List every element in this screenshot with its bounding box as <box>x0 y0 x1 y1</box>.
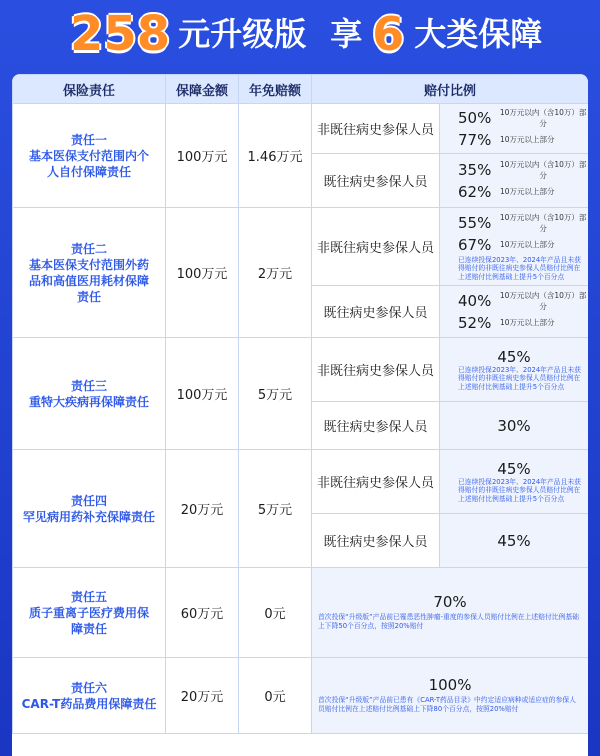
responsibility-cell <box>13 208 166 338</box>
ratio-cell <box>440 402 589 450</box>
responsibility-cell <box>13 568 166 658</box>
ratio-note: 10万元以内（含10万）部分 <box>499 159 587 180</box>
deductible-cell: 5万元 <box>239 450 312 568</box>
ratio-cell <box>440 208 589 286</box>
group-label: 既往病史参保人员 <box>312 402 440 450</box>
bonus-note: 已连续投保2023年、2024年产品且未获得赔付的非既往病史参保人员赔付比例在上述赔付比例基础上提升5个百分点 <box>458 365 581 391</box>
group-label: 既往病史参保人员 <box>312 286 440 338</box>
deductible-cell: 2万元 <box>239 208 312 338</box>
deductible-cell: 1.46万元 <box>239 104 312 208</box>
ratio-note: 首次投保“升级版”产品前已罹患恶性肿瘤-重度的参保人员赔付比例在上述赔付比例基础上下降50个百分点，按照20%赔付 <box>318 612 579 630</box>
table-row <box>13 450 589 514</box>
ratio-note: 首次投保“升级版”产品前已患有《CAR-T药品目录》中约定适应病种或适应症的参保人员赔付比例在上述赔付比例基础上下降80个百分点，按照20%赔付 <box>318 695 576 713</box>
responsibility-title: 责任一 <box>70 132 107 147</box>
amount-cell: 100万元 <box>166 208 239 338</box>
responsibility-desc: 质子重离子医疗费用保障责任 <box>28 605 149 636</box>
coverage-table <box>12 74 588 734</box>
amount-cell: 60万元 <box>166 568 239 658</box>
table-row <box>13 104 589 154</box>
header-deductible: 年免赔额 <box>239 75 312 104</box>
responsibility-desc: 基本医保支付范围外药品和高值医用耗材保障责任 <box>28 257 149 304</box>
ratio-value: 52% <box>458 313 492 332</box>
price-number: 258 <box>70 6 171 62</box>
group-label: 非既往病史参保人员 <box>312 338 440 402</box>
coverage-table-card <box>12 74 588 756</box>
deductible-cell: 0元 <box>239 568 312 658</box>
group-label: 既往病史参保人员 <box>312 514 440 568</box>
amount-cell: 20万元 <box>166 658 239 734</box>
group-label: 非既往病史参保人员 <box>312 450 440 514</box>
table-row <box>13 568 589 658</box>
amount-cell: 20万元 <box>166 450 239 568</box>
responsibility-cell <box>13 658 166 734</box>
ratio-cell <box>440 154 589 208</box>
deductible-cell: 0元 <box>239 658 312 734</box>
table-header-row <box>13 75 589 104</box>
ratio-value: 62% <box>458 182 492 201</box>
amount-cell: 100万元 <box>166 338 239 450</box>
ratio-cell <box>312 658 589 734</box>
ratio-value: 77% <box>458 130 492 149</box>
ratio-value: 35% <box>458 160 492 179</box>
responsibility-desc: 罕见病用药补充保障责任 <box>22 509 155 524</box>
header-banner <box>0 0 600 74</box>
ratio-value: 50% <box>458 108 492 127</box>
ratio-value: 67% <box>458 235 492 254</box>
ratio-value: 100% <box>428 675 472 694</box>
responsibility-desc: CAR-T药品费用保障责任 <box>21 696 157 711</box>
bonus-note: 已连续投保2023年、2024年产品且未获得赔付的非既往病史参保人员赔付比例在上述赔付比例基础上提升5个百分点 <box>458 477 581 503</box>
ratio-note: 10万元以内（含10万）部分 <box>499 107 587 128</box>
ratio-note: 10万元以上部分 <box>500 318 555 327</box>
ratio-value: 45% <box>497 347 531 366</box>
ratio-value: 45% <box>497 531 531 550</box>
ratio-cell <box>312 568 589 658</box>
table-row <box>13 658 589 734</box>
ratio-note: 10万元以上部分 <box>500 135 555 144</box>
ratio-note: 10万元以内（含10万）部分 <box>499 290 587 311</box>
category-count: 6 <box>372 7 405 61</box>
amount-cell: 100万元 <box>166 104 239 208</box>
categories-text: 大类保障 <box>414 15 543 53</box>
header-responsibility: 保险责任 <box>13 75 166 104</box>
table-row <box>13 338 589 402</box>
ratio-value: 40% <box>458 291 492 310</box>
banner-title <box>70 8 542 60</box>
ratio-cell <box>440 286 589 338</box>
responsibility-desc: 基本医保支付范围内个人自付保障责任 <box>28 148 149 179</box>
responsibility-title: 责任五 <box>70 589 107 604</box>
ratio-note: 10万元以内（含10万）部分 <box>499 212 587 233</box>
bonus-note: 已连续投保2023年、2024年产品且未获得赔付的非既往病史参保人员赔付比例在上述赔付比例基础上提升5个百分点 <box>458 255 581 281</box>
header-ratio: 赔付比例 <box>312 75 589 104</box>
ratio-value: 55% <box>458 213 492 232</box>
responsibility-cell <box>13 450 166 568</box>
responsibility-desc: 重特大疾病再保障责任 <box>28 394 149 409</box>
responsibility-cell <box>13 338 166 450</box>
upgrade-text: 元升级版 <box>178 15 307 53</box>
responsibility-title: 责任三 <box>70 378 107 393</box>
ratio-cell <box>440 104 589 154</box>
responsibility-cell <box>13 104 166 208</box>
responsibility-title: 责任二 <box>70 241 107 256</box>
table-row <box>13 208 589 286</box>
enjoy-text: 享 <box>330 15 363 53</box>
header-amount: 保障金额 <box>166 75 239 104</box>
ratio-value: 70% <box>433 592 467 611</box>
group-label: 既往病史参保人员 <box>312 154 440 208</box>
ratio-value: 30% <box>497 416 531 435</box>
group-label: 非既往病史参保人员 <box>312 208 440 286</box>
group-label: 非既往病史参保人员 <box>312 104 440 154</box>
ratio-value: 45% <box>497 459 531 478</box>
ratio-cell <box>440 514 589 568</box>
responsibility-title: 责任六 <box>70 680 107 695</box>
ratio-note: 10万元以上部分 <box>500 240 555 250</box>
ratio-cell <box>440 450 589 514</box>
deductible-cell: 5万元 <box>239 338 312 450</box>
ratio-cell <box>440 338 589 402</box>
ratio-note: 10万元以上部分 <box>500 187 555 196</box>
responsibility-title: 责任四 <box>70 493 107 508</box>
